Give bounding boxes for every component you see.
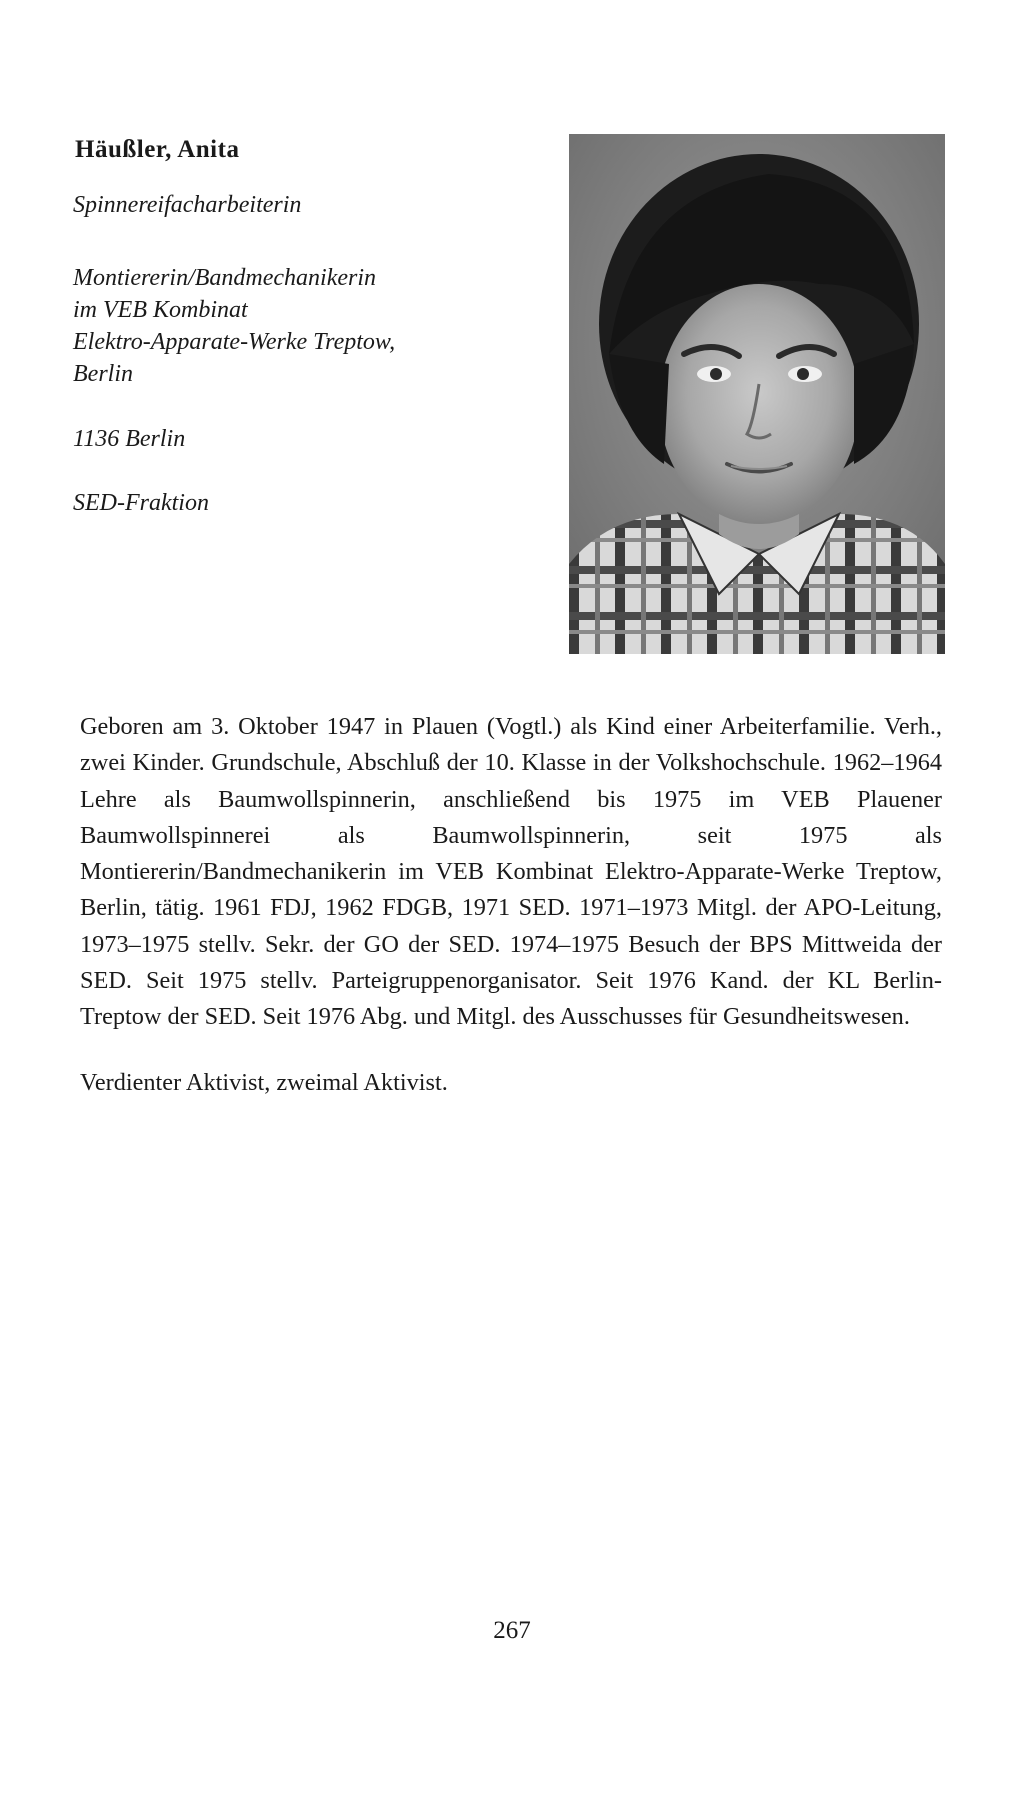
address: 1136 Berlin [73, 426, 186, 452]
workplace-line: Berlin [73, 361, 133, 387]
workplace [73, 262, 473, 390]
person-name: Häußler, Anita [75, 136, 240, 163]
portrait-photo [569, 134, 945, 654]
workplace-line: Montiererin/Bandmechanikerin [73, 265, 377, 291]
biography: Geboren am 3. Oktober 1947 in Plauen (Vogtl.) als Kind einer Arbeiterfamilie. Verh., zwei Kinder. Grundschule, Abschluß der 10. Klasse in der Volkshochschule. 1962–1964 Lehre als Baumwollspinnerin, anschließend bis 1975 im VEB Plauener Baumwollspinnerei als Baumwollspinnerin, seit 1975 als Montiererin/Bandmechanikerin im VEB Kombinat Elektro-Apparate-Werke Treptow, Berlin, tätig. 1961 FDJ, 1962 FDGB, 1971 SED. 1971–1973 Mitgl. der APO-Leitung, 1973–1975 stellv. Sekr. der GO der SED. 1974–1975 Besuch der BPS Mittweida der SED. Seit 1975 stellv. Parteigruppenorganisator. Seit 1976 Kand. der KL Berlin-Treptow der SED. Seit 1976 Abg. und Mitgl. des Ausschusses für Gesundheitswesen. [80, 713, 942, 1031]
workplace-line: Elektro-Apparate-Werke Treptow, [73, 329, 396, 355]
faction: SED-Fraktion [73, 490, 209, 516]
workplace-line: im VEB Kombinat [73, 297, 248, 323]
page-number: 267 [493, 1617, 531, 1644]
portrait-photo-icon [569, 134, 945, 654]
honors: Verdienter Aktivist, zweimal Aktivist. [80, 1069, 448, 1096]
occupation: Spinnereifacharbeiterin [73, 192, 302, 218]
